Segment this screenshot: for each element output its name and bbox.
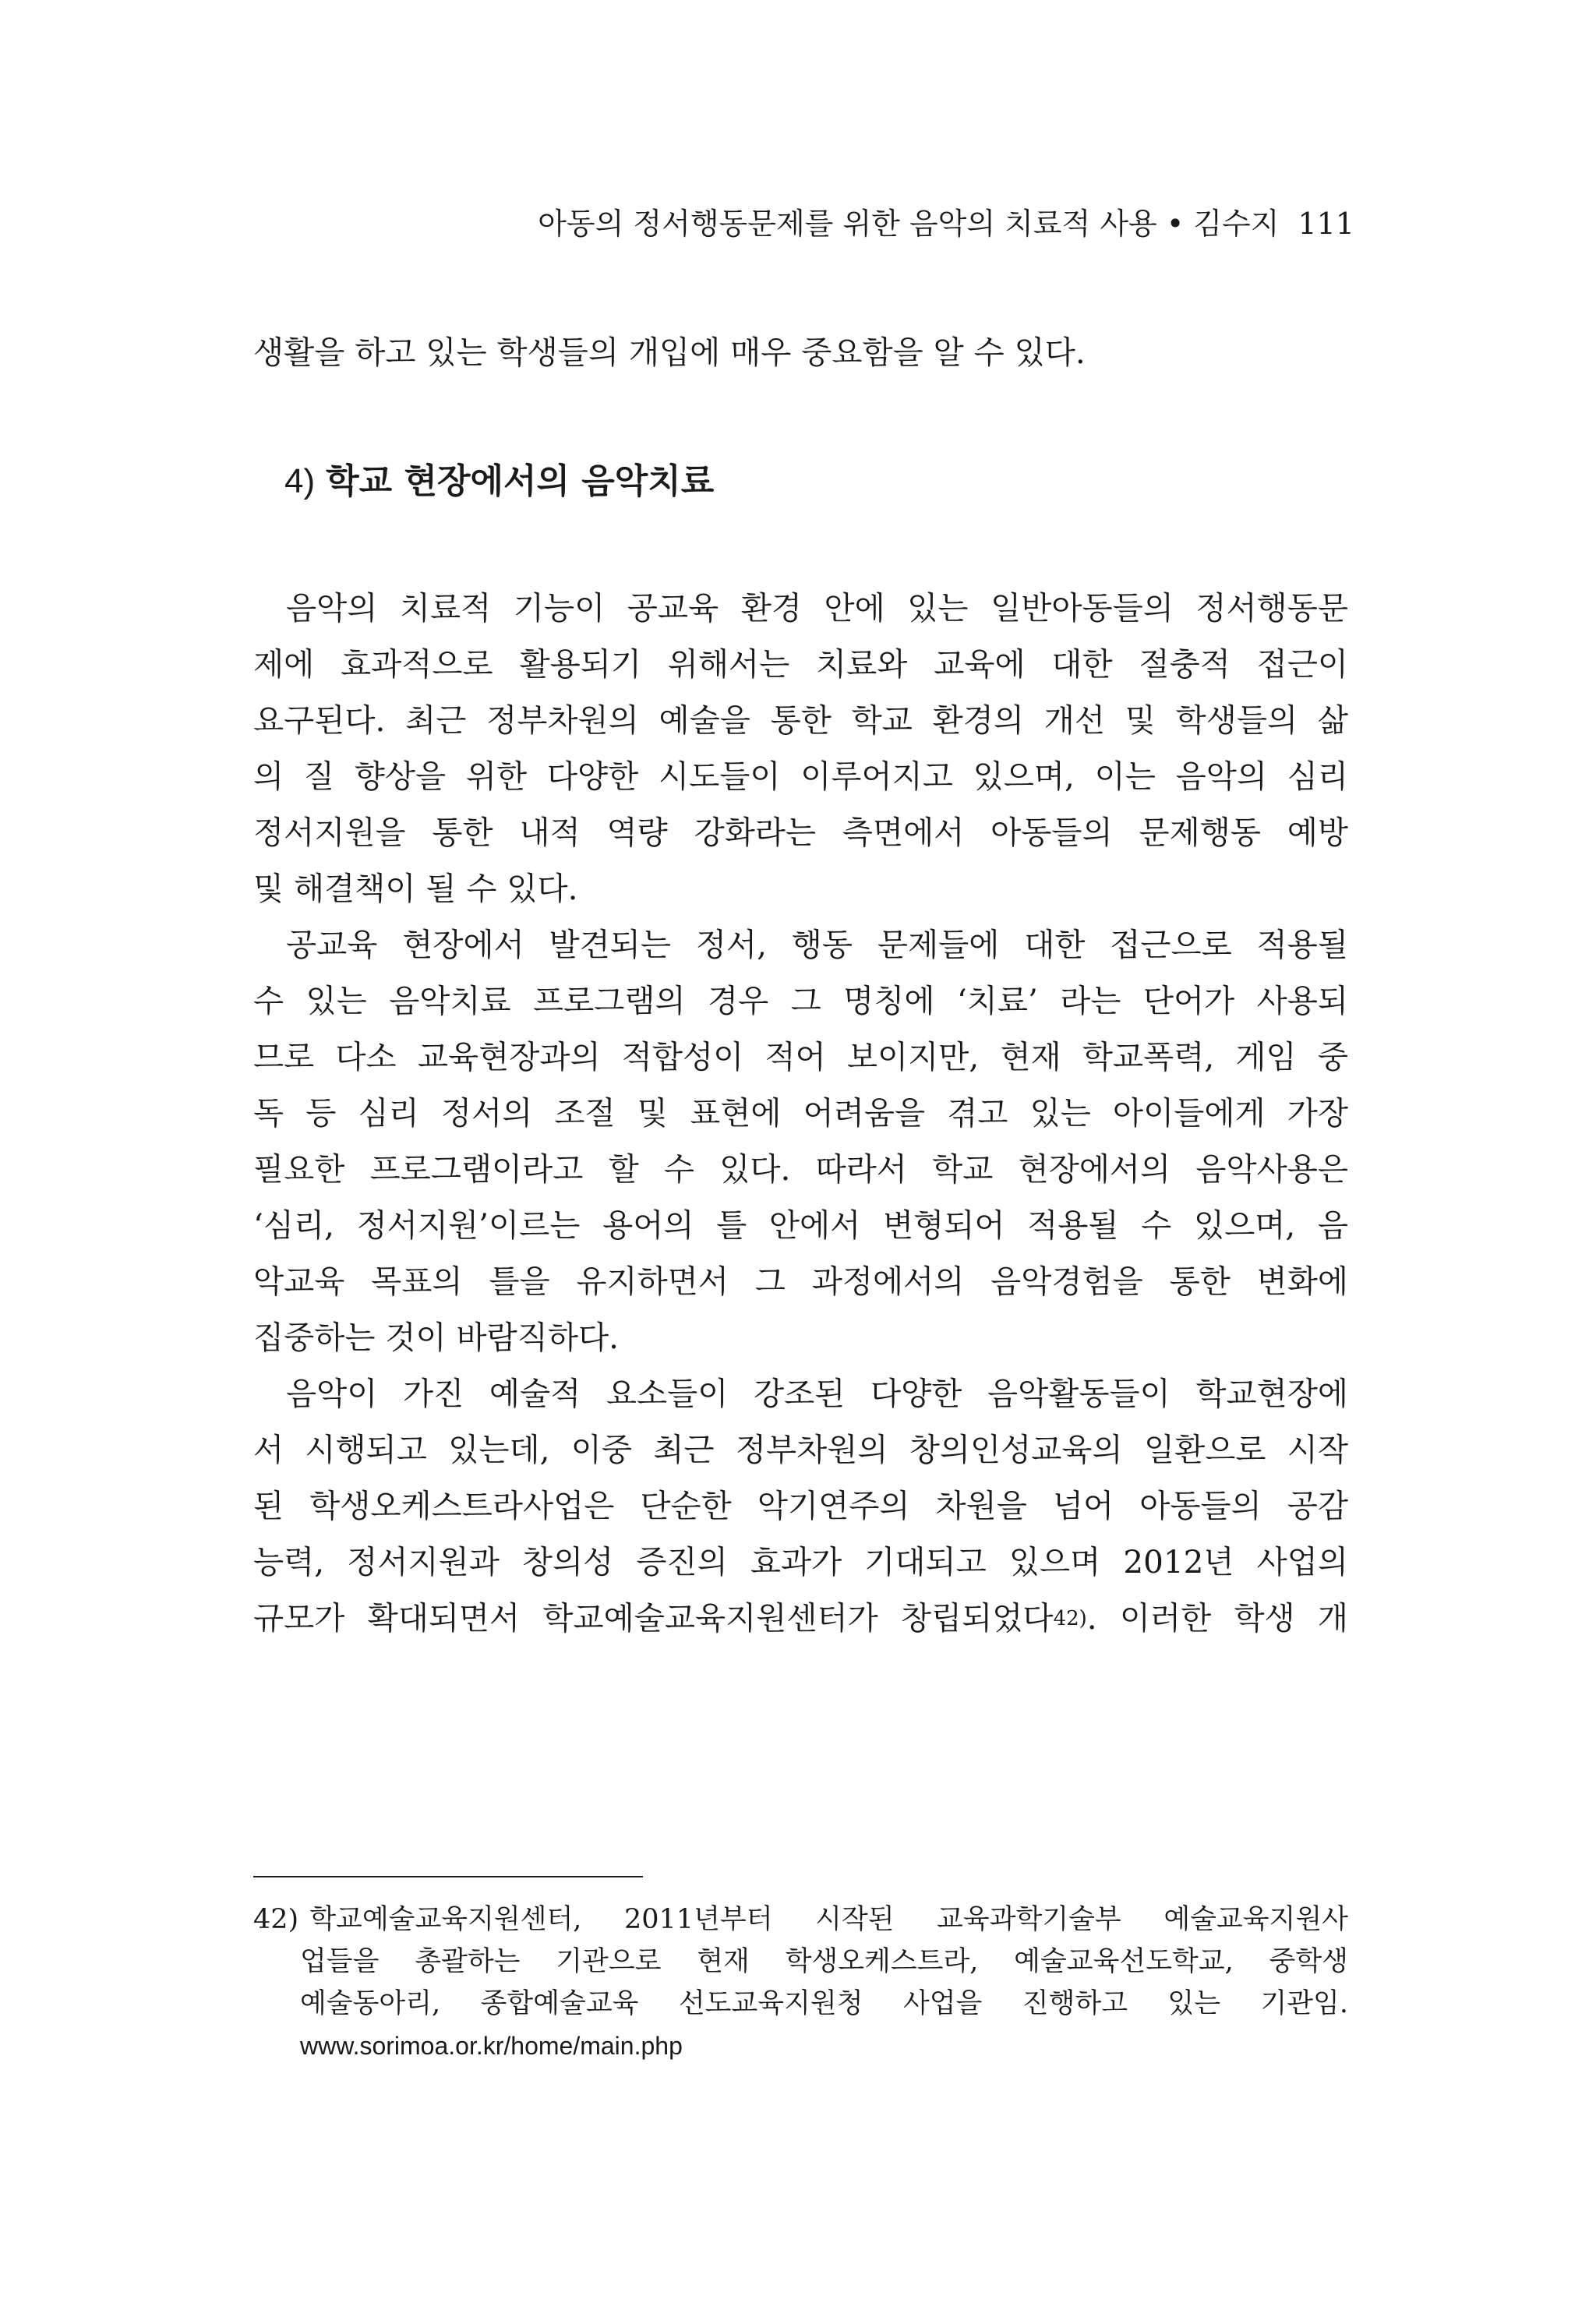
paragraph: [253, 917, 1348, 1365]
text-line: 요구된다. 최근 정부차원의 예술을 통한 학교 환경의 개선 및 학생들의 삶: [253, 701, 1348, 739]
footnote: [253, 1899, 1348, 2067]
text-line: 독 등 심리 정서의 조절 및 표현에 어려움을 겪고 있는 아이들에게 가장: [253, 1094, 1348, 1132]
text-line: 므로 다소 교육현장과의 적합성이 적어 보이지만, 현재 학교폭력, 게임 중: [253, 1038, 1348, 1076]
paragraph: [253, 1365, 1348, 1646]
text-line: 서 시행되고 있는데, 이중 최근 정부차원의 창의인성교육의 일환으로 시작: [253, 1431, 1348, 1468]
text-line: 음악이 가진 예술적 요소들이 강조된 다양한 음악활동들이 학교현장에: [286, 1375, 1348, 1412]
section-number: 4): [284, 462, 316, 500]
paragraph: [253, 580, 1348, 917]
footnote-number: 42): [253, 1904, 299, 1935]
footnote-reference[interactable]: 42): [1053, 1606, 1087, 1630]
footnote-line: [253, 1899, 1348, 1941]
page-number: 111: [1298, 207, 1354, 241]
text-line: 음악의 치료적 기능이 공교육 환경 안에 있는 일반아동들의 정서행동문: [286, 589, 1348, 627]
section-title: 학교 현장에서의 음악치료: [326, 461, 715, 501]
text-line: ‘심리, 정서지원’이르는 용어의 틀 안에서 변형되어 적용될 수 있으며, 음: [253, 1206, 1348, 1244]
running-header: [538, 204, 1354, 243]
footnote-url[interactable]: www.sorimoa.or.kr/home/main.php: [300, 2032, 683, 2060]
opening-line: [253, 324, 1348, 380]
footnote-line: 예술동아리, 종합예술교육 선도교육지원청 사업을 진행하고 있는 기관임.: [300, 1988, 1348, 2019]
footnote-line: 업들을 총괄하는 기관으로 현재 학생오케스트라, 예술교육선도학교, 중학생: [300, 1946, 1348, 1977]
text-line: 수 있는 음악치료 프로그램의 경우 그 명칭에 ‘치료’ 라는 단어가 사용되: [253, 982, 1348, 1019]
text-line: 제에 효과적으로 활용되기 위해서는 치료와 교육에 대한 절충적 접근이: [253, 645, 1348, 683]
body-text: [253, 580, 1348, 1646]
text-line: [253, 1590, 1348, 1646]
text-line: 공교육 현장에서 발견되는 정서, 행동 문제들에 대한 접근으로 적용될: [286, 926, 1348, 963]
text-line: 집중하는 것이 바람직하다.: [253, 1319, 619, 1356]
text-segment: . 이러한 학생 개: [1086, 1599, 1349, 1637]
text-line: 정서지원을 통한 내적 역량 강화라는 측면에서 아동들의 문제행동 예방: [253, 814, 1348, 851]
text-line: 악교육 목표의 틀을 유지하면서 그 과정에서의 음악경험을 통한 변화에: [253, 1263, 1348, 1300]
text-line: 능력, 정서지원과 창의성 증진의 효과가 기대되고 있으며 2012년 사업의: [253, 1543, 1348, 1581]
text-line: 생활을 하고 있는 학생들의 개입에 매우 중요함을 알 수 있다.: [253, 334, 1086, 371]
text-line: 및 해결책이 될 수 있다.: [253, 870, 578, 907]
text-line: 필요한 프로그램이라고 할 수 있다. 따라서 학교 현장에서의 음악사용은: [253, 1150, 1348, 1188]
footnote-divider: [253, 1876, 643, 1877]
text-segment: 규모가 확대되면서 학교예술교육지원센터가 창립되었다: [253, 1599, 1054, 1637]
running-title: 아동의 정서행동문제를 위한 음악의 치료적 사용 • 김수지: [538, 207, 1280, 241]
section-heading: [284, 458, 714, 505]
footnote-text: 학교예술교육지원센터, 2011년부터 시작된 교육과학기술부 예술교육지원사: [309, 1904, 1348, 1935]
text-line: 의 질 향상을 위한 다양한 시도들이 이루어지고 있으며, 이는 음악의 심리: [253, 758, 1348, 795]
text-line: 된 학생오케스트라사업은 단순한 악기연주의 차원을 넘어 아동들의 공감: [253, 1487, 1348, 1524]
